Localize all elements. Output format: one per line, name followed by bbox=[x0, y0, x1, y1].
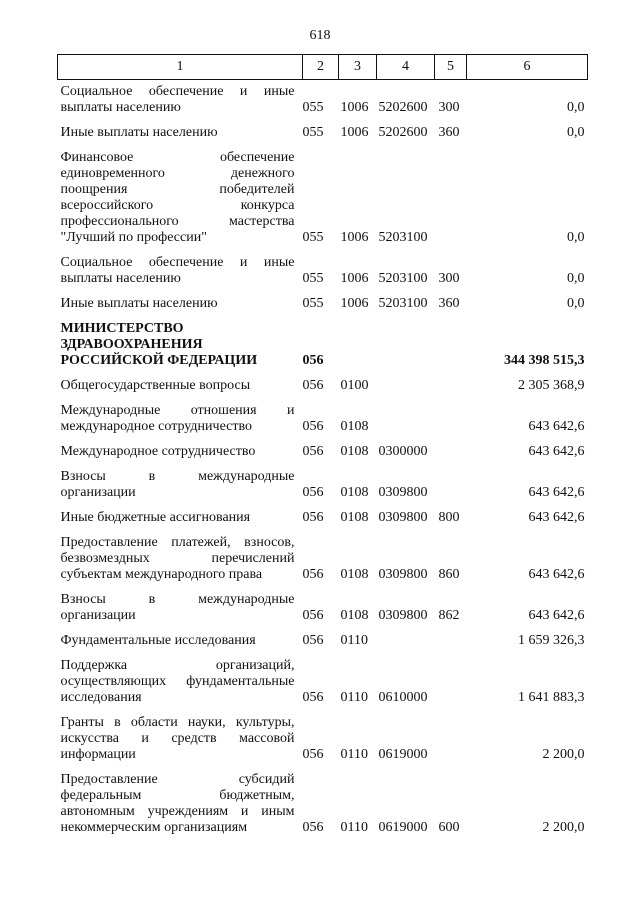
table-row bbox=[58, 116, 588, 141]
row-expense-type: 360 bbox=[438, 125, 460, 140]
row-name-line: профессионального мастерства bbox=[60, 214, 295, 229]
row-name-line: выплаты населению bbox=[60, 271, 181, 286]
row-name-line: Предоставление субсидий bbox=[60, 772, 295, 787]
row-section-code: 1006 bbox=[340, 100, 369, 115]
row-name-line: Взносы в международные bbox=[60, 592, 295, 607]
row-expense-type: 300 bbox=[438, 271, 460, 286]
header-col-4: 4 bbox=[377, 55, 435, 80]
table-body bbox=[58, 80, 588, 837]
row-name-line: информации bbox=[60, 747, 136, 762]
row-section-code: 0110 bbox=[340, 690, 368, 705]
row-target-code: 5202600 bbox=[378, 125, 428, 140]
row-name bbox=[58, 80, 303, 117]
table-header bbox=[58, 55, 588, 80]
page-number: 618 bbox=[309, 28, 331, 43]
row-target-code: 0309800 bbox=[378, 567, 428, 582]
row-amount: 2 200,0 bbox=[542, 820, 585, 835]
row-name-line: Фундаментальные исследования bbox=[60, 633, 256, 648]
row-amount: 344 398 515,3 bbox=[504, 353, 585, 368]
row-expense-type bbox=[435, 369, 467, 394]
header-col-6: 6 bbox=[467, 55, 588, 80]
table-row bbox=[58, 763, 588, 836]
row-amount: 2 200,0 bbox=[542, 747, 585, 762]
row-expense-type bbox=[435, 706, 467, 763]
table-row bbox=[58, 246, 588, 287]
table-row bbox=[58, 526, 588, 583]
row-expense-type bbox=[435, 460, 467, 501]
row-name-line: международное сотрудничество bbox=[60, 419, 252, 434]
row-ministry-code: 056 bbox=[302, 419, 324, 434]
row-expense-type: 360 bbox=[438, 296, 460, 311]
row-target-code: 0309800 bbox=[378, 608, 428, 623]
row-target-code: 0300000 bbox=[378, 444, 428, 459]
budget-table bbox=[57, 54, 588, 836]
row-ministry-code: 056 bbox=[302, 378, 324, 393]
row-amount: 0,0 bbox=[567, 271, 585, 286]
row-name bbox=[58, 246, 303, 287]
row-name-line: некоммерческим организациям bbox=[60, 820, 248, 835]
row-name bbox=[58, 706, 303, 763]
row-name bbox=[58, 526, 303, 583]
row-amount: 643 642,6 bbox=[528, 419, 585, 434]
row-amount: 643 642,6 bbox=[528, 608, 585, 623]
row-expense-type: 300 bbox=[438, 100, 460, 115]
row-ministry-code: 056 bbox=[302, 608, 324, 623]
row-ministry-code: 056 bbox=[302, 820, 324, 835]
row-amount: 643 642,6 bbox=[528, 444, 585, 459]
row-name bbox=[58, 312, 303, 369]
row-target-code: 5203100 bbox=[378, 230, 428, 245]
row-name-line: Взносы в международные bbox=[60, 469, 295, 484]
row-section-code: 0110 bbox=[340, 820, 368, 835]
row-target-code: 0619000 bbox=[378, 820, 428, 835]
row-section-code: 0110 bbox=[340, 747, 368, 762]
row-name-line: РОССИЙСКОЙ ФЕДЕРАЦИИ bbox=[60, 353, 258, 368]
row-section-code: 0108 bbox=[340, 510, 369, 525]
header-col-5: 5 bbox=[435, 55, 467, 80]
row-ministry-code: 055 bbox=[302, 125, 324, 140]
row-section-code: 0108 bbox=[340, 444, 369, 459]
row-target-code bbox=[377, 369, 435, 394]
row-name-line: Социальное обеспечение и иные bbox=[60, 255, 295, 270]
table-row bbox=[58, 141, 588, 246]
row-amount: 1 659 326,3 bbox=[518, 633, 585, 648]
row-expense-type: 800 bbox=[438, 510, 460, 525]
row-amount: 2 305 368,9 bbox=[518, 378, 585, 393]
table-row bbox=[58, 706, 588, 763]
row-section-code: 1006 bbox=[340, 230, 369, 245]
row-name-line: Международные отношения и bbox=[60, 403, 295, 418]
header-col-3: 3 bbox=[339, 55, 377, 80]
row-name bbox=[58, 763, 303, 836]
row-section-code: 1006 bbox=[340, 271, 369, 286]
table-row bbox=[58, 624, 588, 649]
row-name-line: автономным учреждениям и иным bbox=[60, 804, 295, 819]
row-ministry-code: 056 bbox=[302, 690, 324, 705]
row-name bbox=[58, 116, 303, 141]
row-expense-type bbox=[435, 312, 467, 369]
table-row bbox=[58, 435, 588, 460]
row-target-code: 5203100 bbox=[378, 296, 428, 311]
row-name-line: всероссийского конкурса bbox=[60, 198, 295, 213]
row-section-code: 0108 bbox=[340, 485, 369, 500]
row-target-code: 0610000 bbox=[378, 690, 428, 705]
row-expense-type: 600 bbox=[438, 820, 460, 835]
row-name bbox=[58, 369, 303, 394]
table-row bbox=[58, 312, 588, 369]
table-row bbox=[58, 287, 588, 312]
row-name-line: ЗДРАВООХРАНЕНИЯ bbox=[60, 337, 203, 352]
row-target-code bbox=[377, 394, 435, 435]
header-col-2: 2 bbox=[303, 55, 339, 80]
row-section-code: 1006 bbox=[340, 125, 369, 140]
row-name bbox=[58, 624, 303, 649]
row-section-code: 0108 bbox=[340, 608, 369, 623]
row-name-line: Социальное обеспечение и иные bbox=[60, 84, 295, 99]
row-section-code: 0108 bbox=[340, 567, 369, 582]
row-target-code: 0309800 bbox=[378, 510, 428, 525]
row-name-line: Финансовое обеспечение bbox=[60, 150, 295, 165]
row-target-code: 0309800 bbox=[378, 485, 428, 500]
row-amount: 0,0 bbox=[567, 100, 585, 115]
row-target-code: 5203100 bbox=[378, 271, 428, 286]
row-section-code: 0108 bbox=[340, 419, 369, 434]
row-section-code: 1006 bbox=[340, 296, 369, 311]
row-name bbox=[58, 583, 303, 624]
row-amount: 1 641 883,3 bbox=[518, 690, 585, 705]
row-ministry-code: 055 bbox=[302, 100, 324, 115]
table-row bbox=[58, 80, 588, 117]
row-ministry-code: 056 bbox=[302, 747, 324, 762]
row-name-line: "Лучший по профессии" bbox=[60, 230, 207, 245]
row-expense-type bbox=[435, 649, 467, 706]
row-name-line: исследования bbox=[60, 690, 142, 705]
table-row bbox=[58, 583, 588, 624]
row-name-line: организации bbox=[60, 608, 136, 623]
row-name-line: Иные выплаты населению bbox=[60, 296, 218, 311]
row-name-line: искусства и средств массовой bbox=[60, 731, 295, 746]
row-section-code: 0100 bbox=[340, 378, 369, 393]
row-name-line: осуществляющих фундаментальные bbox=[60, 674, 295, 689]
row-name-line: Иные выплаты населению bbox=[60, 125, 218, 140]
row-target-code bbox=[377, 624, 435, 649]
row-ministry-code: 055 bbox=[302, 230, 324, 245]
header-col-1: 1 bbox=[58, 55, 303, 80]
row-name bbox=[58, 394, 303, 435]
row-name-line: единовременного денежного bbox=[60, 166, 295, 181]
row-ministry-code: 056 bbox=[302, 353, 324, 368]
row-name bbox=[58, 649, 303, 706]
row-name bbox=[58, 460, 303, 501]
row-ministry-code: 056 bbox=[302, 567, 324, 582]
table-row bbox=[58, 460, 588, 501]
row-section-code bbox=[339, 312, 377, 369]
table-row bbox=[58, 649, 588, 706]
row-name-line: МИНИСТЕРСТВО bbox=[60, 321, 184, 336]
row-ministry-code: 055 bbox=[302, 271, 324, 286]
row-name-line: выплаты населению bbox=[60, 100, 181, 115]
row-name-line: федеральным бюджетным, bbox=[60, 788, 295, 803]
row-name-line: поощрения победителей bbox=[60, 182, 295, 197]
row-amount: 0,0 bbox=[567, 125, 585, 140]
row-name-line: субъектам международного права bbox=[60, 567, 263, 582]
row-section-code: 0110 bbox=[340, 633, 368, 648]
row-amount: 643 642,6 bbox=[528, 485, 585, 500]
row-name-line: организации bbox=[60, 485, 136, 500]
row-amount: 643 642,6 bbox=[528, 567, 585, 582]
row-amount: 0,0 bbox=[567, 230, 585, 245]
row-expense-type bbox=[435, 435, 467, 460]
row-name-line: Предоставление платежей, взносов, bbox=[60, 535, 295, 550]
row-name-line: Общегосударственные вопросы bbox=[60, 378, 251, 393]
row-expense-type: 860 bbox=[438, 567, 460, 582]
row-amount: 643 642,6 bbox=[528, 510, 585, 525]
row-target-code: 0619000 bbox=[378, 747, 428, 762]
row-ministry-code: 056 bbox=[302, 510, 324, 525]
table-row bbox=[58, 369, 588, 394]
row-name bbox=[58, 141, 303, 246]
row-ministry-code: 055 bbox=[302, 296, 324, 311]
row-name bbox=[58, 435, 303, 460]
row-name-line: Гранты в области науки, культуры, bbox=[60, 715, 295, 730]
row-ministry-code: 056 bbox=[302, 633, 324, 648]
row-ministry-code: 056 bbox=[302, 485, 324, 500]
table-row bbox=[58, 394, 588, 435]
row-name bbox=[58, 287, 303, 312]
row-expense-type bbox=[435, 624, 467, 649]
row-target-code bbox=[377, 312, 435, 369]
row-amount: 0,0 bbox=[567, 296, 585, 311]
row-target-code: 5202600 bbox=[378, 100, 428, 115]
row-name-line: Иные бюджетные ассигнования bbox=[60, 510, 251, 525]
table-row bbox=[58, 501, 588, 526]
row-expense-type: 862 bbox=[438, 608, 460, 623]
row-name bbox=[58, 501, 303, 526]
row-ministry-code: 056 bbox=[302, 444, 324, 459]
row-name-line: безвозмездных перечислений bbox=[60, 551, 295, 566]
row-name-line: Поддержка организаций, bbox=[60, 658, 295, 673]
row-expense-type bbox=[435, 394, 467, 435]
row-expense-type bbox=[435, 141, 467, 246]
row-name-line: Международное сотрудничество bbox=[60, 444, 256, 459]
